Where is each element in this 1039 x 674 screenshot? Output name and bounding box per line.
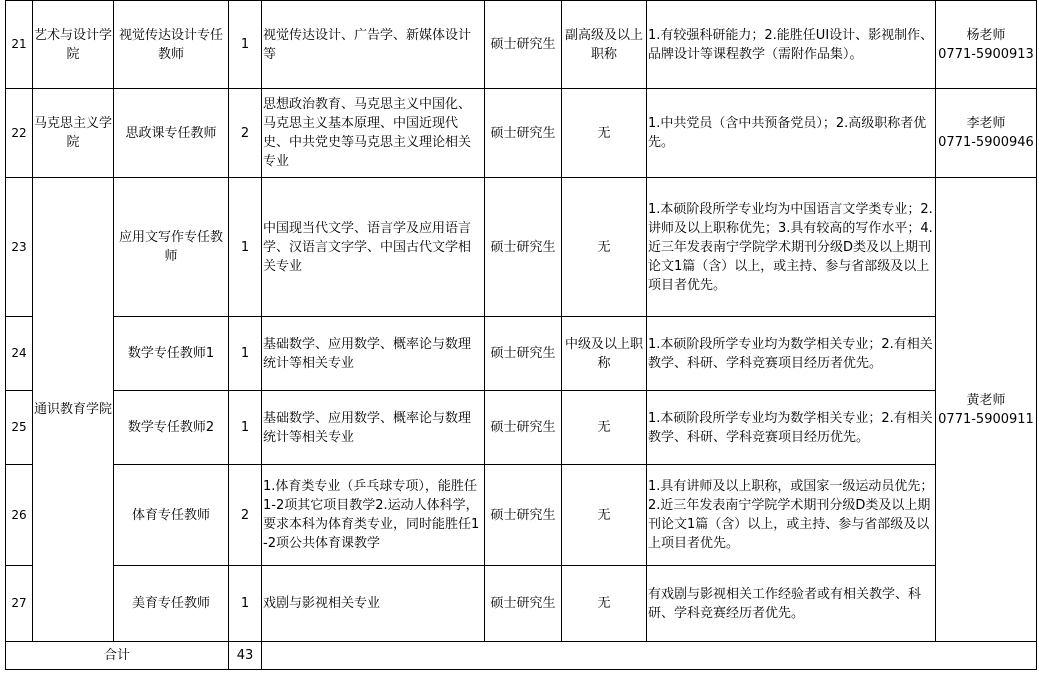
other-requirements-cell: 1.本硕阶段所学专业均为数学相关专业；2.有相关教学、科研、学科竞赛项目经历优先。: [647, 391, 936, 465]
major-cell: 戏剧与影视相关专业: [262, 566, 485, 642]
row-number: 22: [6, 89, 33, 178]
other-requirements-cell: 有戏剧与影视相关工作经验者或有相关教学、科研、学科竞赛经历者优先。: [647, 566, 936, 642]
education-cell: 硕士研究生: [485, 1, 562, 89]
education-cell: 硕士研究生: [485, 465, 562, 566]
position-cell: 数学专任教师1: [114, 317, 229, 391]
position-cell: 视觉传达设计专任教师: [114, 1, 229, 89]
row-number: 21: [6, 1, 33, 89]
contact-phone: 0771-5900946: [938, 135, 1034, 150]
major-cell: 视觉传达设计、广告学、新媒体设计等: [262, 1, 485, 89]
table-row: [6, 566, 1037, 642]
college-cell: 马克思主义学院: [33, 89, 114, 178]
table-row: [6, 1, 1037, 89]
college-cell-merged: 通识教育学院: [33, 178, 114, 642]
table-row: [6, 317, 1037, 391]
count-cell: 2: [229, 89, 262, 178]
position-cell: 美育专任教师: [114, 566, 229, 642]
contact-cell-merged: [936, 178, 1037, 642]
row-number: 23: [6, 178, 33, 317]
table-row: [6, 178, 1037, 317]
other-requirements-cell: 1.中共党员（含中共预备党员）；2.高级职称者优先。: [647, 89, 936, 178]
total-empty-cell: [262, 642, 1037, 670]
row-number: 26: [6, 465, 33, 566]
contact-cell: [936, 1, 1037, 89]
total-count: 43: [229, 642, 262, 670]
total-row: [6, 642, 1037, 670]
other-requirements-cell: 1.本硕阶段所学专业均为数学相关专业；2.有相关教学、科研、学科竞赛项目经历者优先。: [647, 317, 936, 391]
position-cell: 应用文写作专任教师: [114, 178, 229, 317]
count-cell: 2: [229, 465, 262, 566]
row-number: 27: [6, 566, 33, 642]
major-cell: 思想政治教育、马克思主义中国化、马克思主义基本原理、中国近现代史、中共党史等马克思主义理论相关专业: [262, 89, 485, 178]
education-cell: 硕士研究生: [485, 391, 562, 465]
major-cell: 基础数学、应用数学、概率论与数理统计等相关专业: [262, 317, 485, 391]
contact-name: 杨老师: [966, 27, 1006, 43]
contact-name: 黄老师: [966, 392, 1006, 408]
other-requirements-cell: 1.有较强科研能力；2.能胜任UI设计、影视制作、品牌设计等课程教学（需附作品集）。: [647, 1, 936, 89]
total-label: 合计: [6, 642, 229, 670]
table-row: [6, 391, 1037, 465]
contact-name: 李老师: [966, 116, 1006, 131]
title-requirement-cell: 无: [562, 178, 647, 317]
education-cell: 硕士研究生: [485, 89, 562, 178]
position-cell: 体育专任教师: [114, 465, 229, 566]
contact-phone: 0771-5900913: [938, 46, 1034, 62]
table-row: [6, 89, 1037, 178]
recruitment-table: [5, 0, 1037, 670]
education-cell: 硕士研究生: [485, 566, 562, 642]
title-requirement-cell: 无: [562, 89, 647, 178]
title-requirement-cell: 副高级及以上职称: [562, 1, 647, 89]
contact-phone: 0771-5900911: [938, 411, 1034, 427]
other-requirements-cell: 1.具有讲师及以上职称，或国家一级运动员优先；2.近三年发表南宁学院学术期刊分级D类及以上期刊论文1篇（含）以上，或主持、参与省部级及以上项目者优先。: [647, 465, 936, 566]
education-cell: 硕士研究生: [485, 178, 562, 317]
major-cell: 中国现当代文学、语言学及应用语言学、汉语言文字学、中国古代文学相关专业: [262, 178, 485, 317]
college-cell: 艺术与设计学院: [33, 1, 114, 89]
table-row: [6, 465, 1037, 566]
count-cell: 1: [229, 1, 262, 89]
title-requirement-cell: 无: [562, 391, 647, 465]
major-cell: 1.体育类专业（乒乓球专项），能胜任1-2项其它项目教学2.运动人体科学，要求本科为体育类专业，同时能胜任1-2项公共体育课教学: [262, 465, 485, 566]
count-cell: 1: [229, 391, 262, 465]
contact-cell: [936, 89, 1037, 178]
count-cell: 1: [229, 317, 262, 391]
count-cell: 1: [229, 178, 262, 317]
row-number: 25: [6, 391, 33, 465]
education-cell: 硕士研究生: [485, 317, 562, 391]
position-cell: 思政课专任教师: [114, 89, 229, 178]
count-cell: 1: [229, 566, 262, 642]
position-cell: 数学专任教师2: [114, 391, 229, 465]
title-requirement-cell: 中级及以上职称: [562, 317, 647, 391]
other-requirements-cell: 1.本硕阶段所学专业均为中国语言文学类专业；2.讲师及以上职称优先；3.具有较高的写作水平；4.近三年发表南宁学院学术期刊分级D类及以上期刊论文1篇（含）以上，或主持、参与省部级及以上项目者优先。: [647, 178, 936, 317]
title-requirement-cell: 无: [562, 465, 647, 566]
row-number: 24: [6, 317, 33, 391]
title-requirement-cell: 无: [562, 566, 647, 642]
major-cell: 基础数学、应用数学、概率论与数理统计等相关专业: [262, 391, 485, 465]
